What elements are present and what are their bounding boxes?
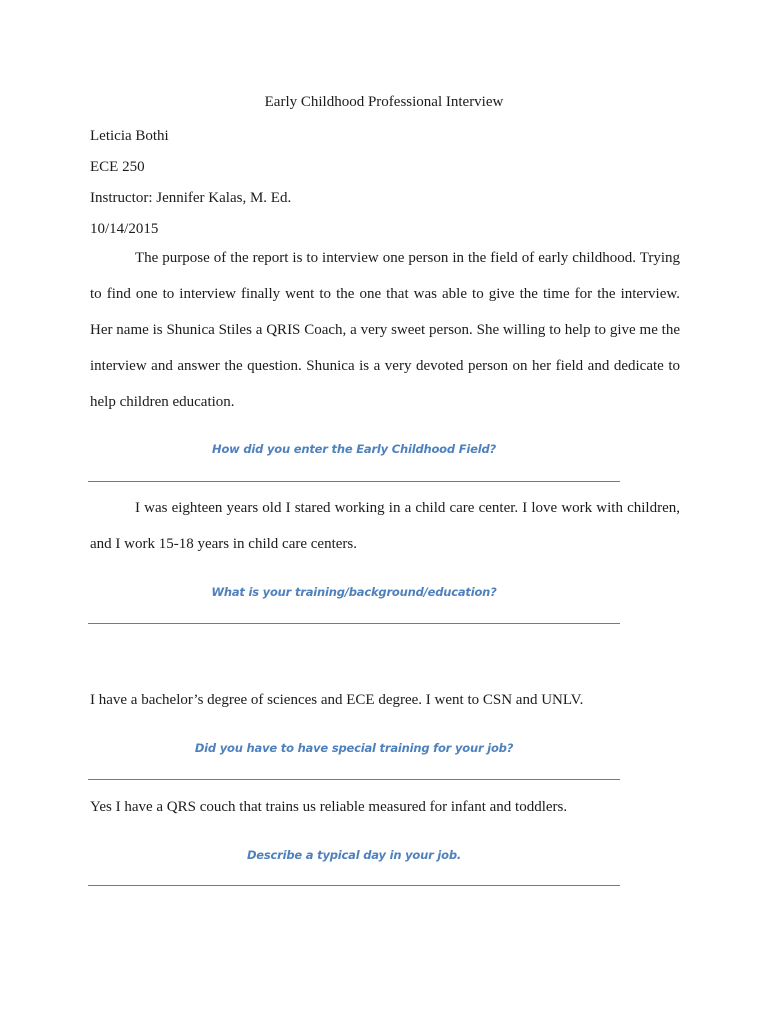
document-date: 10/14/2015 bbox=[90, 221, 159, 237]
course-code: ECE 250 bbox=[90, 159, 145, 175]
document-title: Early Childhood Professional Interview bbox=[264, 94, 504, 110]
answer-1-text: I was eighteen years old I stared working in a child care center. I love work with children, and I work 15-18 years in child care centers. bbox=[90, 500, 680, 552]
intro-text: The purpose of the report is to interview one person in the field of early childhood. Trying to find one to interview finally went to the one that was able to give the time for the interview. Her name is Shunica Stiles a QRIS Coach, a very sweet person. She willing to help to give me the interview and answer the question. Shunica is a very devoted person on her field and dedicate to help children education. bbox=[90, 250, 680, 410]
answer-1-paragraph bbox=[90, 490, 680, 562]
question-4: Describe a typical day in your job. bbox=[246, 848, 462, 862]
intro-paragraph bbox=[90, 240, 680, 420]
answer-3-text: Yes I have a QRS couch that trains us reliable measured for infant and toddlers. bbox=[90, 799, 568, 815]
question-1: How did you enter the Early Childhood Field? bbox=[212, 442, 496, 456]
author-name: Leticia Bothi bbox=[90, 128, 169, 144]
question-4-divider bbox=[88, 885, 620, 886]
question-3-divider bbox=[88, 779, 620, 780]
answer-2-text: I have a bachelor’s degree of sciences and ECE degree. I went to CSN and UNLV. bbox=[90, 692, 584, 708]
question-2: What is your training/background/education? bbox=[211, 585, 497, 599]
question-2-divider bbox=[88, 623, 620, 624]
instructor-name: Instructor: Jennifer Kalas, M. Ed. bbox=[90, 190, 292, 206]
question-3: Did you have to have special training for your job? bbox=[194, 741, 514, 755]
question-1-divider bbox=[88, 481, 620, 482]
